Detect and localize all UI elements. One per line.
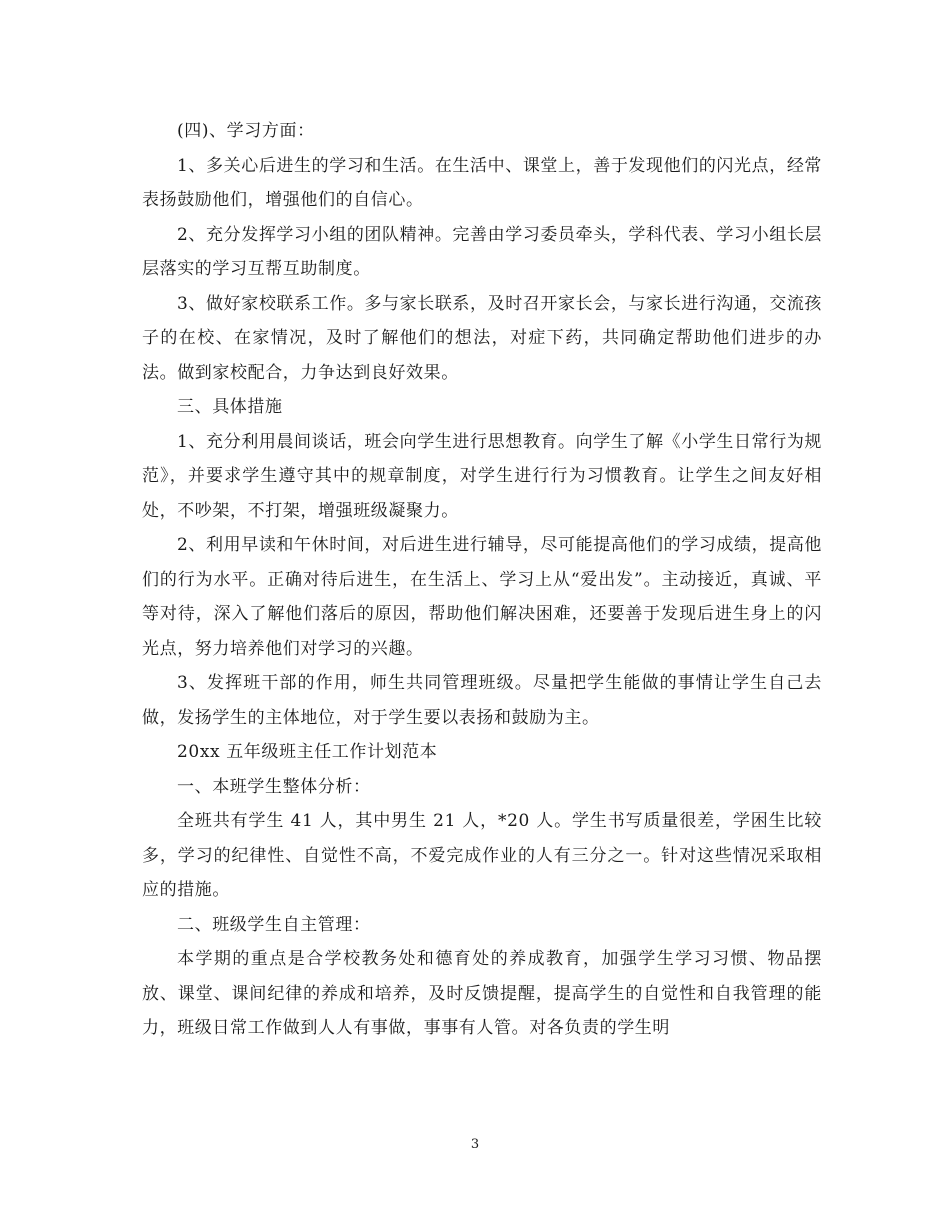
paragraph: 本学期的重点是合学校教务处和德育处的养成教育，加强学生学习习惯、物品摆放、课堂、课间纪律的养成和培养，及时反馈提醒，提高学生的自觉性和自我管理的能力，班级日常工作做到人人有事做，事事有人管。对各负责的学生明 — [142, 949, 822, 1038]
paragraph: 全班共有学生 41 人，其中男生 21 人，*20 人。学生书写质量很差，学困生比较多，学习的纪律性、自觉性不高，不爱完成作业的人有三分之一。针对这些情况采取相应的措施。 — [142, 811, 822, 900]
document-body — [142, 114, 822, 1046]
paragraph: 3、发挥班干部的作用，师生共同管理班级。尽量把学生能做的事情让学生自己去做，发扬学生的主体地位，对于学生要以表扬和鼓励为主。 — [142, 673, 822, 728]
paragraph: 2、利用早读和午休时间，对后进生进行辅导，尽可能提高他们的学习成绩，提高他们的行为水平。正确对待后进生，在生活上、学习上从“爱出发”。主动接近，真诚、平等对待，深入了解他们落后的原因，帮助他们解决困难，还要善于发现后进生身上的闪光点，努力培养他们对学习的兴趣。 — [142, 535, 823, 659]
paragraph: 3、做好家校联系工作。多与家长联系，及时召开家长会，与家长进行沟通，交流孩子的在校、在家情况，及时了解他们的想法，对症下药，共同确定帮助他们进步的办法。做到家校配合，力争达到良好效果。 — [142, 293, 823, 383]
paragraph: 2、充分发挥学习小组的团队精神。完善由学习委员牵头，学科代表、学习小组长层层落实的学习互帮互助制度。 — [142, 224, 823, 279]
document-title: 20xx 五年级班主任工作计划范本 — [177, 742, 438, 762]
paragraph: 1、充分利用晨间谈话，班会向学生进行思想教育。向学生了解《小学生日常行为规范》，并要求学生遵守其中的规章制度，对学生进行行为习惯教育。让学生之间友好相处，不吵架，不打架，增强班级凝聚力。 — [142, 431, 823, 521]
section-heading-management: 二、班级学生自主管理： — [177, 914, 371, 935]
page-number: 3 — [470, 1137, 480, 1152]
section-heading-analysis: 一、本班学生整体分析： — [177, 776, 371, 797]
section-heading-study: (四)、学习方面： — [177, 121, 315, 141]
section-heading-measures: 三、具体措施 — [177, 397, 283, 417]
paragraph: 1、多关心后进生的学习和生活。在生活中、课堂上，善于发现他们的闪光点，经常表扬鼓励他们，增强他们的自信心。 — [142, 155, 823, 210]
